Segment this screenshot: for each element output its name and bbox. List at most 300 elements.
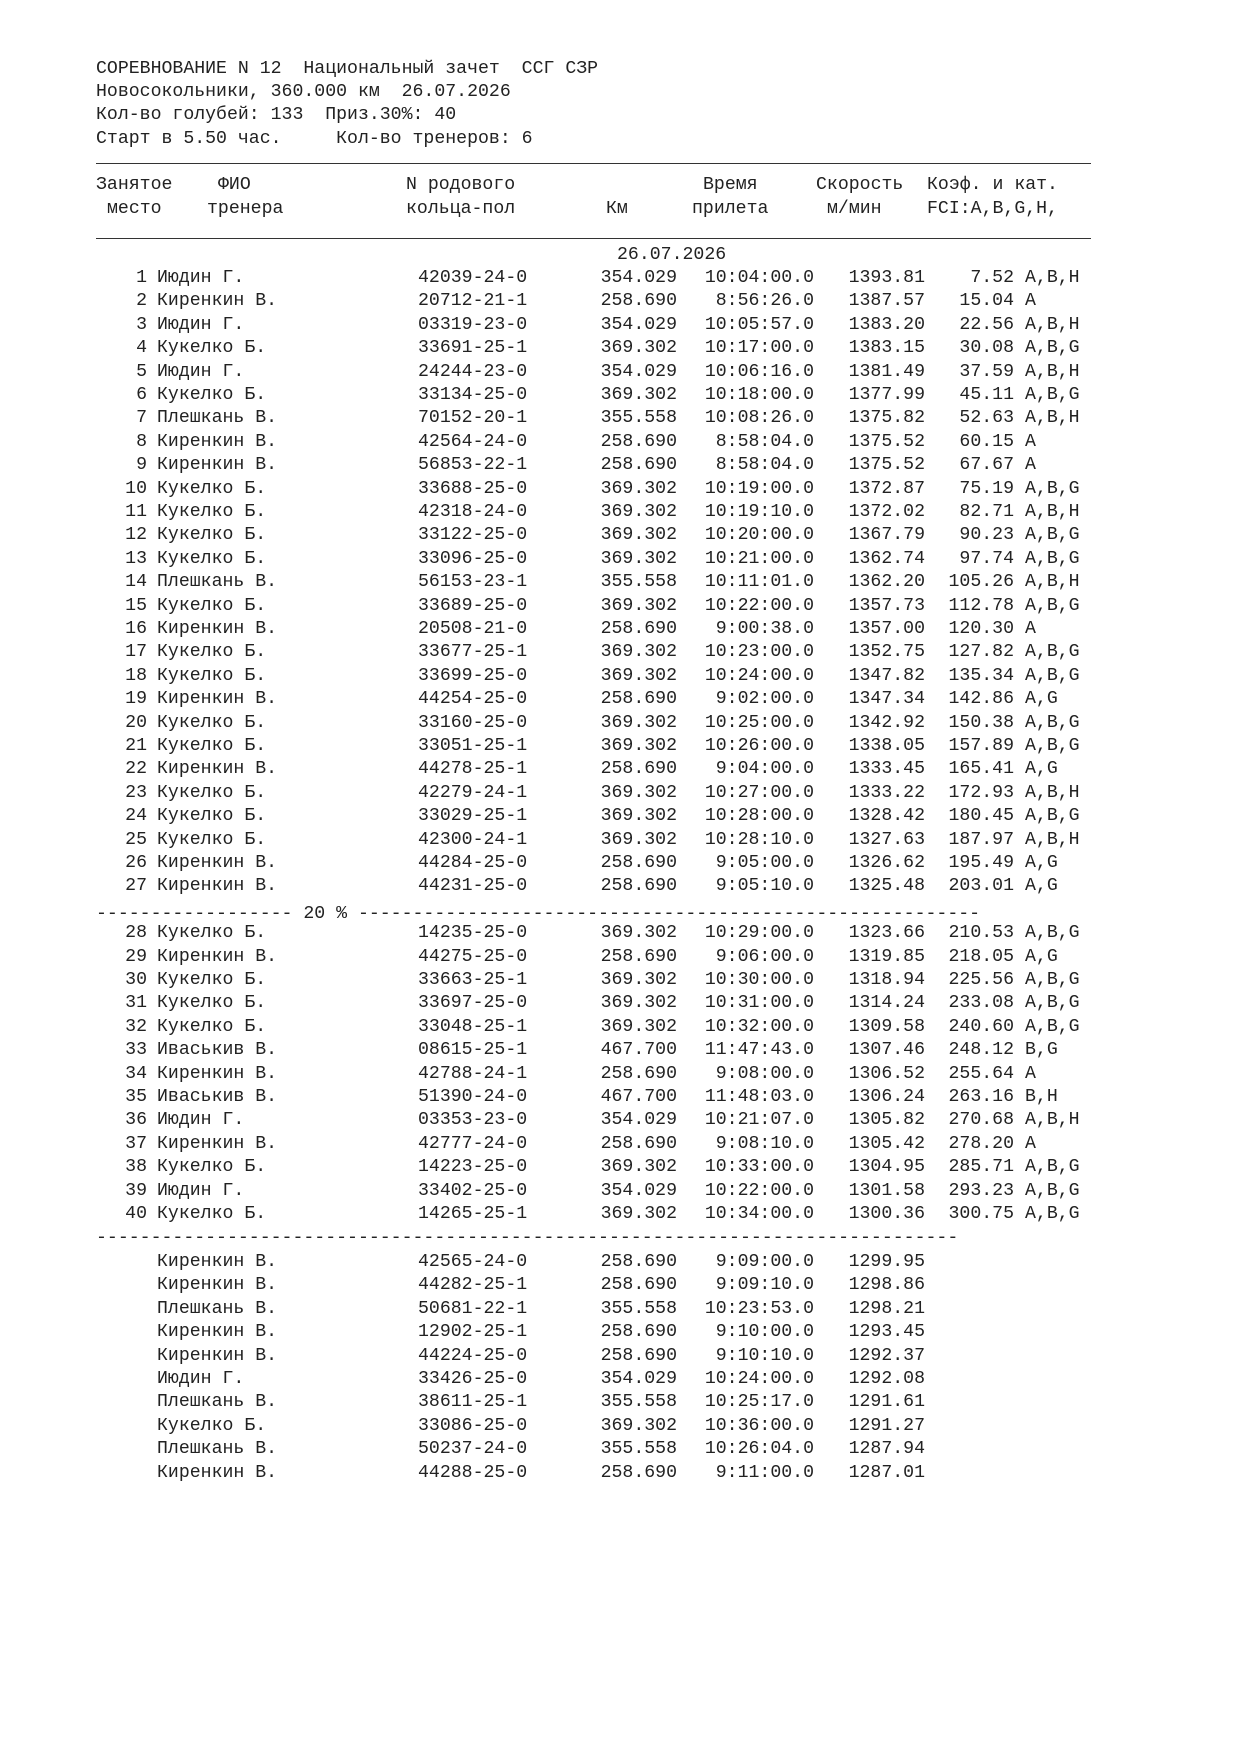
speed-cell: 1393.81 xyxy=(848,268,925,288)
km-cell: 258.690 xyxy=(600,876,677,897)
km-cell: 369.302 xyxy=(600,1204,677,1224)
category-cell: A,B,G xyxy=(1025,665,1080,686)
category-cell: A xyxy=(1025,619,1036,639)
ring-cell: 24244-23-0 xyxy=(418,361,528,382)
table-row xyxy=(0,618,1241,642)
table-row xyxy=(0,992,1241,1016)
time-cell: 10:33:00.0 xyxy=(704,1157,814,1178)
col-fio-1: ФИО xyxy=(218,175,251,195)
table-row xyxy=(0,1063,1241,1087)
place-cell: 29 xyxy=(125,946,147,967)
speed-cell: 1328.42 xyxy=(848,806,925,827)
place-cell: 28 xyxy=(125,923,147,944)
speed-cell: 1298.86 xyxy=(848,1275,925,1296)
extra-row xyxy=(0,1345,1241,1369)
category-cell: A,G xyxy=(1025,759,1058,780)
time-cell: 10:21:00.0 xyxy=(704,548,814,569)
trainer-cell: Кукелко Б. xyxy=(157,525,267,546)
ring-cell: 56853-22-1 xyxy=(418,455,528,476)
speed-cell: 1357.73 xyxy=(848,595,925,616)
trainer-cell: Плешкань В. xyxy=(157,408,278,429)
category-cell: A,B,G xyxy=(1025,338,1080,359)
time-cell: 10:11:01.0 xyxy=(704,572,814,593)
extra-row xyxy=(0,1298,1241,1322)
time-cell: 10:08:26.0 xyxy=(704,408,814,429)
place-cell: 15 xyxy=(125,595,147,616)
km-cell: 354.029 xyxy=(600,314,677,335)
time-cell: 10:05:57.0 xyxy=(704,314,814,335)
category-cell: A,B,G xyxy=(1025,736,1080,756)
table-row xyxy=(0,501,1241,525)
speed-cell: 1300.36 xyxy=(848,1204,925,1224)
col-fio-2: тренера xyxy=(207,199,284,219)
col-speed-1: Скорость xyxy=(816,175,904,195)
trainer-cell: Киренкин В. xyxy=(157,1275,278,1296)
table-row xyxy=(0,1180,1241,1204)
speed-cell: 1375.52 xyxy=(848,455,925,476)
col-coef-1: Коэф. и кат. xyxy=(927,175,1058,195)
extra-row xyxy=(0,1368,1241,1392)
coef-cell: 210.53 xyxy=(948,923,1014,944)
col-ring-2: кольца-пол xyxy=(406,199,516,219)
time-cell: 10:20:00.0 xyxy=(704,525,814,546)
trainer-cell: Кукелко Б. xyxy=(157,478,267,499)
km-cell: 369.302 xyxy=(600,782,677,803)
speed-cell: 1367.79 xyxy=(848,525,925,546)
km-cell: 258.690 xyxy=(600,1252,677,1272)
category-cell: A,B,G xyxy=(1025,642,1080,663)
ring-cell: 33122-25-0 xyxy=(418,525,528,546)
time-cell: 8:58:04.0 xyxy=(715,431,814,452)
time-cell: 8:56:26.0 xyxy=(715,291,814,312)
km-cell: 258.690 xyxy=(600,946,677,967)
time-cell: 10:19:10.0 xyxy=(704,502,814,522)
km-cell: 355.558 xyxy=(600,1298,677,1319)
km-cell: 369.302 xyxy=(600,829,677,850)
km-cell: 369.302 xyxy=(600,385,677,405)
coef-cell: 195.49 xyxy=(948,853,1014,873)
trainer-cell: Киренкин В. xyxy=(157,1462,278,1483)
category-cell: A,B,G xyxy=(1025,1157,1080,1178)
km-cell: 369.302 xyxy=(600,712,677,733)
speed-cell: 1326.62 xyxy=(848,853,925,873)
ring-cell: 20712-21-1 xyxy=(418,291,528,312)
time-cell: 10:27:00.0 xyxy=(704,782,814,803)
ring-cell: 50681-22-1 xyxy=(418,1298,528,1319)
place-cell: 16 xyxy=(125,619,147,639)
km-cell: 258.690 xyxy=(600,1275,677,1296)
category-cell: A xyxy=(1025,455,1036,476)
table-row xyxy=(0,1086,1241,1110)
place-cell: 10 xyxy=(125,478,147,499)
table-row xyxy=(0,829,1241,853)
category-cell: A,B,G xyxy=(1025,525,1080,546)
category-cell: B,G xyxy=(1025,1040,1058,1061)
category-cell: A,B,G xyxy=(1025,385,1080,405)
time-cell: 10:34:00.0 xyxy=(704,1204,814,1224)
trainer-cell: Киренкин В. xyxy=(157,759,278,780)
ring-cell: 44231-25-0 xyxy=(418,876,528,897)
coef-cell: 233.08 xyxy=(948,993,1014,1014)
speed-cell: 1381.49 xyxy=(848,361,925,382)
header-rule-bottom xyxy=(96,238,1091,239)
km-cell: 467.700 xyxy=(600,1087,677,1107)
coef-cell: 45.11 xyxy=(959,385,1014,405)
ring-cell: 56153-23-1 xyxy=(418,572,528,593)
table-row xyxy=(0,454,1241,478)
speed-cell: 1307.46 xyxy=(848,1040,925,1061)
trainer-cell: Плешкань В. xyxy=(157,572,278,593)
time-cell: 9:10:00.0 xyxy=(715,1322,814,1343)
table-row xyxy=(0,337,1241,361)
trainer-cell: Кукелко Б. xyxy=(157,736,267,756)
coef-cell: 150.38 xyxy=(948,712,1014,733)
trainer-cell: Кукелко Б. xyxy=(157,993,267,1014)
place-cell: 22 xyxy=(125,759,147,780)
ring-cell: 42565-24-0 xyxy=(418,1252,528,1272)
ring-cell: 03319-23-0 xyxy=(418,314,528,335)
trainer-cell: Кукелко Б. xyxy=(157,923,267,944)
table-row xyxy=(0,782,1241,806)
coef-cell: 82.71 xyxy=(959,502,1014,522)
coef-cell: 180.45 xyxy=(948,806,1014,827)
ring-cell: 42788-24-1 xyxy=(418,1063,528,1084)
speed-cell: 1333.22 xyxy=(848,782,925,803)
table-row xyxy=(0,735,1241,759)
category-cell: A xyxy=(1025,431,1036,452)
col-speed-2: м/мин xyxy=(827,199,882,219)
speed-cell: 1314.24 xyxy=(848,993,925,1014)
table-row xyxy=(0,384,1241,408)
ring-cell: 44224-25-0 xyxy=(418,1345,528,1366)
ring-cell: 42564-24-0 xyxy=(418,431,528,452)
col-place-1: Занятое xyxy=(96,175,173,195)
category-cell: A,B,H xyxy=(1025,782,1080,803)
table-row xyxy=(0,524,1241,548)
time-cell: 10:26:04.0 xyxy=(704,1439,814,1460)
place-cell: 14 xyxy=(125,572,147,593)
trainer-cell: Киренкин В. xyxy=(157,1133,278,1154)
speed-cell: 1372.87 xyxy=(848,478,925,499)
table-row xyxy=(0,1039,1241,1063)
speed-cell: 1325.48 xyxy=(848,876,925,897)
category-cell: A,B,H xyxy=(1025,268,1080,288)
category-cell: A xyxy=(1025,291,1036,312)
trainer-cell: Июдин Г. xyxy=(157,1110,245,1131)
ring-cell: 14223-25-0 xyxy=(418,1157,528,1178)
ring-cell: 33691-25-1 xyxy=(418,338,528,359)
time-cell: 10:24:00.0 xyxy=(704,665,814,686)
place-cell: 37 xyxy=(125,1133,147,1154)
trainer-cell: Кукелко Б. xyxy=(157,1016,267,1037)
place-cell: 18 xyxy=(125,665,147,686)
separator-20-percent: ------------------ 20 % --------------------------------------------------------- xyxy=(96,904,981,924)
ring-cell: 42300-24-1 xyxy=(418,829,528,850)
table-row xyxy=(0,1156,1241,1180)
place-cell: 8 xyxy=(136,431,147,452)
speed-cell: 1292.37 xyxy=(848,1345,925,1366)
trainer-cell: Июдин Г. xyxy=(157,1180,245,1201)
ring-cell: 14265-25-1 xyxy=(418,1204,528,1224)
trainer-cell: Иваськив В. xyxy=(157,1040,278,1061)
place-cell: 12 xyxy=(125,525,147,546)
trainer-cell: Кукелко Б. xyxy=(157,1157,267,1178)
time-cell: 9:06:00.0 xyxy=(715,946,814,967)
coef-cell: 67.67 xyxy=(959,455,1014,476)
category-cell: A,B,G xyxy=(1025,712,1080,733)
speed-cell: 1347.82 xyxy=(848,665,925,686)
extra-row xyxy=(0,1438,1241,1462)
trainer-cell: Киренкин В. xyxy=(157,853,278,873)
km-cell: 258.690 xyxy=(600,1063,677,1084)
time-cell: 10:30:00.0 xyxy=(704,970,814,990)
coef-cell: 278.20 xyxy=(948,1133,1014,1154)
ring-cell: 51390-24-0 xyxy=(418,1087,528,1107)
time-cell: 9:00:38.0 xyxy=(715,619,814,639)
speed-cell: 1305.82 xyxy=(848,1110,925,1131)
trainer-cell: Кукелко Б. xyxy=(157,782,267,803)
category-cell: A xyxy=(1025,1133,1036,1154)
time-cell: 10:04:00.0 xyxy=(704,268,814,288)
km-cell: 369.302 xyxy=(600,736,677,756)
trainer-cell: Кукелко Б. xyxy=(157,1415,267,1436)
speed-cell: 1372.02 xyxy=(848,502,925,522)
trainer-cell: Июдин Г. xyxy=(157,314,245,335)
coef-cell: 157.89 xyxy=(948,736,1014,756)
category-cell: A,B,G xyxy=(1025,595,1080,616)
speed-cell: 1292.08 xyxy=(848,1369,925,1389)
place-cell: 32 xyxy=(125,1016,147,1037)
km-cell: 369.302 xyxy=(600,1016,677,1037)
ring-cell: 33697-25-0 xyxy=(418,993,528,1014)
table-row xyxy=(0,805,1241,829)
speed-cell: 1306.24 xyxy=(848,1087,925,1107)
speed-cell: 1323.66 xyxy=(848,923,925,944)
ring-cell: 14235-25-0 xyxy=(418,923,528,944)
coef-cell: 270.68 xyxy=(948,1110,1014,1131)
time-cell: 9:08:10.0 xyxy=(715,1133,814,1154)
trainer-cell: Кукелко Б. xyxy=(157,502,267,522)
trainer-cell: Кукелко Б. xyxy=(157,829,267,850)
km-cell: 354.029 xyxy=(600,361,677,382)
table-row xyxy=(0,478,1241,502)
ring-cell: 03353-23-0 xyxy=(418,1110,528,1131)
table-row xyxy=(0,314,1241,338)
km-cell: 258.690 xyxy=(600,1322,677,1343)
ring-cell: 33096-25-0 xyxy=(418,548,528,569)
extra-row xyxy=(0,1321,1241,1345)
time-cell: 10:23:00.0 xyxy=(704,642,814,663)
ring-cell: 12902-25-1 xyxy=(418,1322,528,1343)
coef-cell: 300.75 xyxy=(948,1204,1014,1224)
category-cell: A,B,H xyxy=(1025,1110,1080,1131)
km-cell: 369.302 xyxy=(600,665,677,686)
header-line-1: СОРЕВНОВАНИЕ N 12 Национальный зачет ССГ СЗР xyxy=(96,59,599,79)
ring-cell: 42777-24-0 xyxy=(418,1133,528,1154)
trainer-cell: Киренкин В. xyxy=(157,291,278,312)
coef-cell: 60.15 xyxy=(959,431,1014,452)
coef-cell: 127.82 xyxy=(948,642,1014,663)
trainer-cell: Кукелко Б. xyxy=(157,548,267,569)
time-cell: 10:18:00.0 xyxy=(704,385,814,405)
km-cell: 369.302 xyxy=(600,642,677,663)
time-cell: 11:47:43.0 xyxy=(704,1040,814,1061)
speed-cell: 1287.94 xyxy=(848,1439,925,1460)
separator-prize-end: ------------------------------------------------------------------------------- xyxy=(96,1228,959,1248)
trainer-cell: Кукелко Б. xyxy=(157,595,267,616)
time-cell: 9:09:10.0 xyxy=(715,1275,814,1296)
table-row xyxy=(0,571,1241,595)
place-cell: 23 xyxy=(125,782,147,803)
trainer-cell: Кукелко Б. xyxy=(157,385,267,405)
time-cell: 8:58:04.0 xyxy=(715,455,814,476)
coef-cell: 203.01 xyxy=(948,876,1014,897)
trainer-cell: Киренкин В. xyxy=(157,1252,278,1272)
coef-cell: 218.05 xyxy=(948,946,1014,967)
trainer-cell: Кукелко Б. xyxy=(157,665,267,686)
speed-cell: 1375.82 xyxy=(848,408,925,429)
extra-row xyxy=(0,1251,1241,1275)
place-cell: 25 xyxy=(125,829,147,850)
table-row xyxy=(0,1133,1241,1157)
place-cell: 35 xyxy=(125,1087,147,1107)
speed-cell: 1305.42 xyxy=(848,1133,925,1154)
ring-cell: 33048-25-1 xyxy=(418,1016,528,1037)
time-cell: 10:25:17.0 xyxy=(704,1392,814,1413)
header-line-4: Старт в 5.50 час. Кол-во тренеров: 6 xyxy=(96,129,533,149)
place-cell: 34 xyxy=(125,1063,147,1084)
time-cell: 10:36:00.0 xyxy=(704,1415,814,1436)
speed-cell: 1352.75 xyxy=(848,642,925,663)
trainer-cell: Киренкин В. xyxy=(157,876,278,897)
km-cell: 258.690 xyxy=(600,1462,677,1483)
place-cell: 24 xyxy=(125,806,147,827)
coef-cell: 285.71 xyxy=(948,1157,1014,1178)
speed-cell: 1383.20 xyxy=(848,314,925,335)
table-row xyxy=(0,946,1241,970)
km-cell: 258.690 xyxy=(600,431,677,452)
place-cell: 9 xyxy=(136,455,147,476)
time-cell: 9:04:00.0 xyxy=(715,759,814,780)
trainer-cell: Плешкань В. xyxy=(157,1392,278,1413)
table-row xyxy=(0,407,1241,431)
trainer-cell: Кукелко Б. xyxy=(157,338,267,359)
speed-cell: 1387.57 xyxy=(848,291,925,312)
time-cell: 10:32:00.0 xyxy=(704,1016,814,1037)
km-cell: 258.690 xyxy=(600,455,677,476)
coef-cell: 240.60 xyxy=(948,1016,1014,1037)
speed-cell: 1333.45 xyxy=(848,759,925,780)
time-cell: 10:26:00.0 xyxy=(704,736,814,756)
coef-cell: 165.41 xyxy=(948,759,1014,780)
trainer-cell: Июдин Г. xyxy=(157,361,245,382)
km-cell: 354.029 xyxy=(600,1110,677,1131)
category-cell: A,B,G xyxy=(1025,1204,1080,1224)
speed-cell: 1291.61 xyxy=(848,1392,925,1413)
speed-cell: 1319.85 xyxy=(848,946,925,967)
time-cell: 10:22:00.0 xyxy=(704,595,814,616)
time-cell: 10:19:00.0 xyxy=(704,478,814,499)
coef-cell: 255.64 xyxy=(948,1063,1014,1084)
ring-cell: 33402-25-0 xyxy=(418,1180,528,1201)
speed-cell: 1309.58 xyxy=(848,1016,925,1037)
km-cell: 355.558 xyxy=(600,572,677,593)
table-row xyxy=(0,267,1241,291)
speed-cell: 1375.52 xyxy=(848,431,925,452)
ring-cell: 33699-25-0 xyxy=(418,665,528,686)
trainer-cell: Киренкин В. xyxy=(157,619,278,639)
place-cell: 33 xyxy=(125,1040,147,1061)
coef-cell: 15.04 xyxy=(959,291,1014,312)
km-cell: 369.302 xyxy=(600,595,677,616)
extra-row xyxy=(0,1462,1241,1486)
coef-cell: 135.34 xyxy=(948,665,1014,686)
time-cell: 10:21:07.0 xyxy=(704,1110,814,1131)
ring-cell: 33160-25-0 xyxy=(418,712,528,733)
speed-cell: 1298.21 xyxy=(848,1298,925,1319)
km-cell: 258.690 xyxy=(600,291,677,312)
km-cell: 369.302 xyxy=(600,502,677,522)
km-cell: 369.302 xyxy=(600,548,677,569)
trainer-cell: Киренкин В. xyxy=(157,946,278,967)
place-cell: 39 xyxy=(125,1180,147,1201)
category-cell: A,B,G xyxy=(1025,923,1080,944)
category-cell: A,B,G xyxy=(1025,478,1080,499)
place-cell: 7 xyxy=(136,408,147,429)
trainer-cell: Плешкань В. xyxy=(157,1298,278,1319)
coef-cell: 248.12 xyxy=(948,1040,1014,1061)
table-row xyxy=(0,595,1241,619)
table-row xyxy=(0,875,1241,899)
header-line-2: Новосокольники, 360.000 км 26.07.2026 xyxy=(96,82,511,102)
table-row xyxy=(0,431,1241,455)
time-cell: 10:22:00.0 xyxy=(704,1180,814,1201)
km-cell: 467.700 xyxy=(600,1040,677,1061)
ring-cell: 44275-25-0 xyxy=(418,946,528,967)
coef-cell: 97.74 xyxy=(959,548,1014,569)
speed-cell: 1318.94 xyxy=(848,970,925,990)
place-cell: 30 xyxy=(125,970,147,990)
category-cell: A,B,G xyxy=(1025,806,1080,827)
col-km: Км xyxy=(606,199,628,219)
place-cell: 4 xyxy=(136,338,147,359)
time-cell: 9:05:10.0 xyxy=(715,876,814,897)
time-cell: 9:11:00.0 xyxy=(715,1462,814,1483)
ring-cell: 08615-25-1 xyxy=(418,1040,528,1061)
category-cell: A,B,H xyxy=(1025,361,1080,382)
category-cell: B,H xyxy=(1025,1087,1058,1107)
col-time-2: прилета xyxy=(692,199,769,219)
speed-cell: 1327.63 xyxy=(848,829,925,850)
ring-cell: 42318-24-0 xyxy=(418,502,528,522)
table-row xyxy=(0,641,1241,665)
km-cell: 355.558 xyxy=(600,1392,677,1413)
header-rule-top xyxy=(96,163,1091,164)
table-row xyxy=(0,758,1241,782)
ring-cell: 33029-25-1 xyxy=(418,806,528,827)
category-cell: A xyxy=(1025,1063,1036,1084)
trainer-cell: Киренкин В. xyxy=(157,431,278,452)
table-row xyxy=(0,712,1241,736)
extra-row xyxy=(0,1274,1241,1298)
place-cell: 11 xyxy=(125,502,147,522)
col-place-2: место xyxy=(107,199,162,219)
place-cell: 1 xyxy=(136,268,147,288)
km-cell: 369.302 xyxy=(600,806,677,827)
ring-cell: 33663-25-1 xyxy=(418,970,528,990)
trainer-cell: Кукелко Б. xyxy=(157,1204,267,1224)
table-row xyxy=(0,1016,1241,1040)
